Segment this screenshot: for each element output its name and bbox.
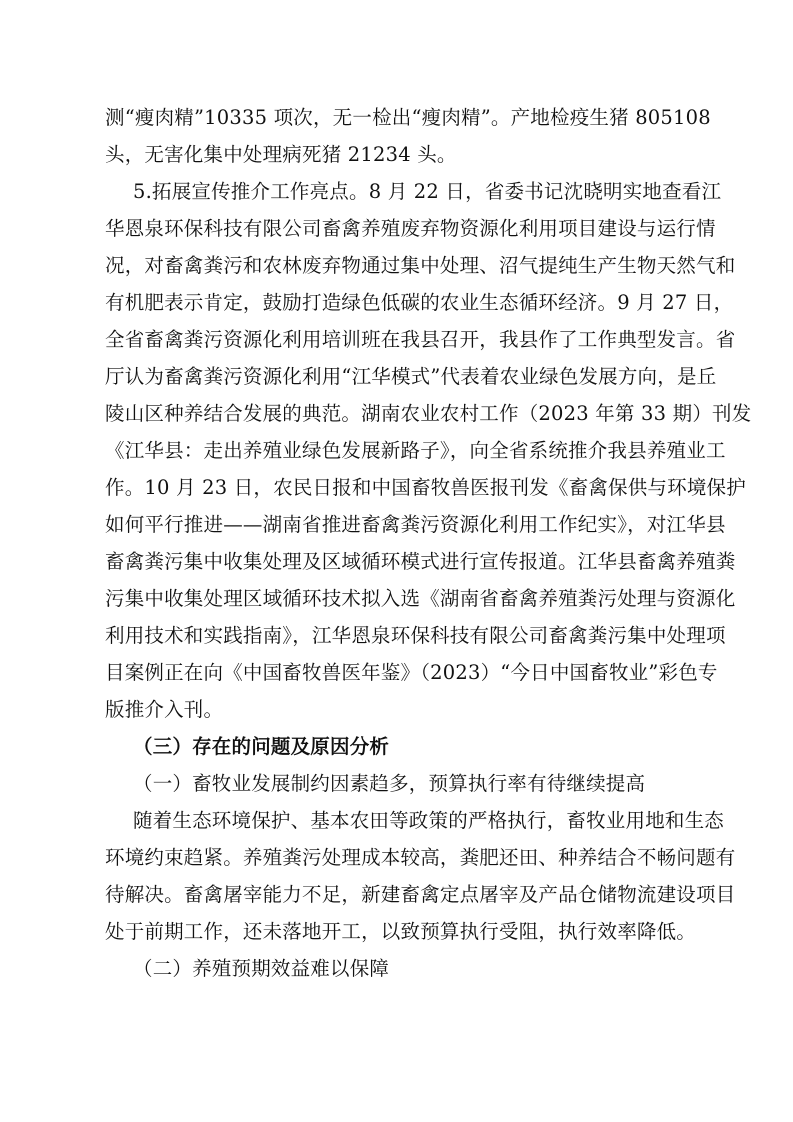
text-line: 目案例正在向《中国畜牧兽医年鉴》（2023）“今日中国畜牧业”彩色专 [105,661,718,684]
text-line: 版推介入刊。 [105,698,224,721]
text-line: 测“瘦肉精”10335 项次，无一检出“瘦肉精”。产地检疫生猪 805108 [105,106,711,129]
text-line: 头，无害化集中处理病死猪 21234 头。 [105,143,457,166]
text-line: 全省畜禽粪污资源化利用培训班在我县召开，我县作了工作典型发言。省 [105,328,736,351]
paragraph-first-line: 随着生态环境保护、基本农田等政策的严格执行，畜牧业用地和生态 [133,809,725,832]
text-line: 处于前期工作，还未落地开工，以致预算执行受阻，执行效率降低。 [105,920,697,943]
paragraph-first-line: 5.拓展宣传推介工作亮点。8 月 22 日，省委书记沈晓明实地查看江 [133,180,722,203]
text-line: 《江华县：走出养殖业绿色发展新路子》，向全省系统推介我县养殖业工 [105,439,726,462]
text-line: 污集中收集处理区域循环技术拟入选《湖南省畜禽养殖粪污处理与资源化 [105,587,736,610]
text-line: 有机肥表示肯定，鼓励打造绿色低碳的农业生态循环经济。9 月 27 日， [105,291,734,314]
text-line: 如何平行推进——湖南省推进畜禽粪污资源化利用工作纪实》，对江华县 [105,513,726,536]
text-line: 利用技术和实践指南》，江华恩泉环保科技有限公司畜禽粪污集中处理项 [105,624,726,647]
text-line: 环境约束趋紧。养殖粪污处理成本较高，粪肥还田、种养结合不畅问题有 [105,846,736,869]
subsection-heading: （一）畜牧业发展制约因素趋多，预算执行率有待继续提高 [133,772,646,795]
text-line: 华恩泉环保科技有限公司畜禽养殖废弃物资源化利用项目建设与运行情 [105,217,716,240]
text-line: 畜禽粪污集中收集处理及区域循环模式进行宣传报道。江华县畜禽养殖粪 [105,550,736,573]
subsection-heading: （二）养殖预期效益难以保障 [133,957,390,980]
text-line: 陵山区种养结合发展的典范。湖南农业农村工作（2023 年第 33 期）刊发 [105,402,752,425]
text-line: 待解决。畜禽屠宰能力不足，新建畜禽定点屠宰及产品仓储物流建设项目 [105,883,736,906]
section-heading: （三）存在的问题及原因分析 [133,735,390,758]
text-line: 况，对畜禽粪污和农林废弃物通过集中处理、沼气提纯生产生物天然气和 [105,254,736,277]
text-line: 厅认为畜禽粪污资源化利用“江华模式”代表着农业绿色发展方向，是丘 [105,365,717,388]
text-line: 作。10 月 23 日，农民日报和中国畜牧兽医报刊发《畜禽保供与环境保护 [105,476,746,499]
